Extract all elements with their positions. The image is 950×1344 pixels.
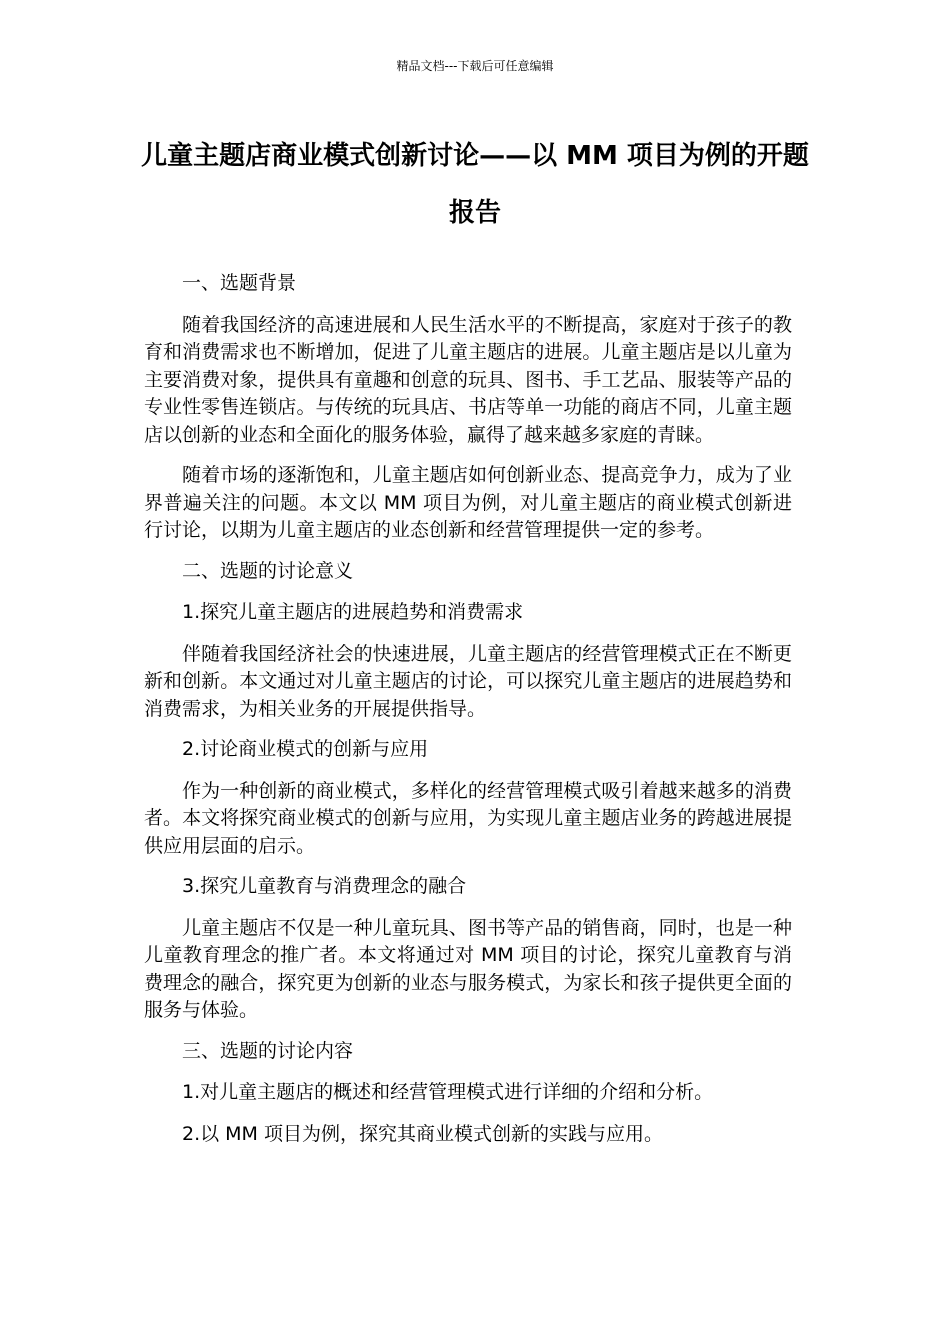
section-heading: 二、选题的讨论意义 bbox=[182, 559, 354, 582]
list-item: 1.对儿童主题店的概述和经营管理模式进行详细的介绍和分析。 bbox=[182, 1081, 714, 1103]
subsection-heading: 3.探究儿童教育与消费理念的融合 bbox=[182, 875, 467, 897]
header-note: 精品文档---下载后可任意编辑 bbox=[396, 59, 554, 73]
paragraph: 儿童主题店不仅是一种儿童玩具、图书等产品的销售商，同时，也是一种儿童教育理念的推广者。本文将通过对 MM 项目的讨论，探究儿童教育与消费理念的融合，探究更为创新的业态与服务模式，为家长和孩子提供更全面的服务与体验。 bbox=[144, 916, 792, 1021]
paragraph: 随着我国经济的高速进展和人民生活水平的不断提高，家庭对于孩子的教育和消费需求也不断增加，促进了儿童主题店的进展。儿童主题店是以儿童为主要消费对象，提供具有童趣和创意的玩具、图书、手工艺品、服装等产品的专业性零售连锁店。与传统的玩具店、书店等单一功能的商店不同，儿童主题店以创新的业态和全面化的服务体验，赢得了越来越多家庭的青睐。 bbox=[144, 313, 792, 446]
document-body bbox=[144, 270, 792, 1162]
subsection-heading: 1.探究儿童主题店的进展趋势和消费需求 bbox=[182, 601, 524, 623]
paragraph: 伴随着我国经济社会的快速进展，儿童主题店的经营管理模式正在不断更新和创新。本文通过对儿童主题店的讨论，可以探究儿童主题店的进展趋势和消费需求，为相关业务的开展提供指导。 bbox=[144, 642, 792, 720]
section-heading: 一、选题背景 bbox=[182, 272, 297, 294]
subsection-heading: 2.讨论商业模式的创新与应用 bbox=[182, 738, 429, 760]
paragraph: 作为一种创新的商业模式，多样化的经营管理模式吸引着越来越多的消费者。本文将探究商业模式的创新与应用，为实现儿童主题店业务的跨越进展提供应用层面的启示。 bbox=[144, 779, 792, 857]
paragraph: 随着市场的逐渐饱和，儿童主题店如何创新业态、提高竞争力，成为了业界普遍关注的问题。本文以 MM 项目为例，对儿童主题店的商业模式创新进行讨论，以期为儿童主题店的业态创新和经营管理提供一定的参考。 bbox=[144, 464, 792, 541]
list-item: 2.以 MM 项目为例，探究其商业模式创新的实践与应用。 bbox=[182, 1122, 663, 1145]
document-title: 儿童主题店商业模式创新讨论——以 MM 项目为例的开题报告 bbox=[141, 141, 809, 228]
section-heading: 三、选题的讨论内容 bbox=[182, 1039, 354, 1062]
